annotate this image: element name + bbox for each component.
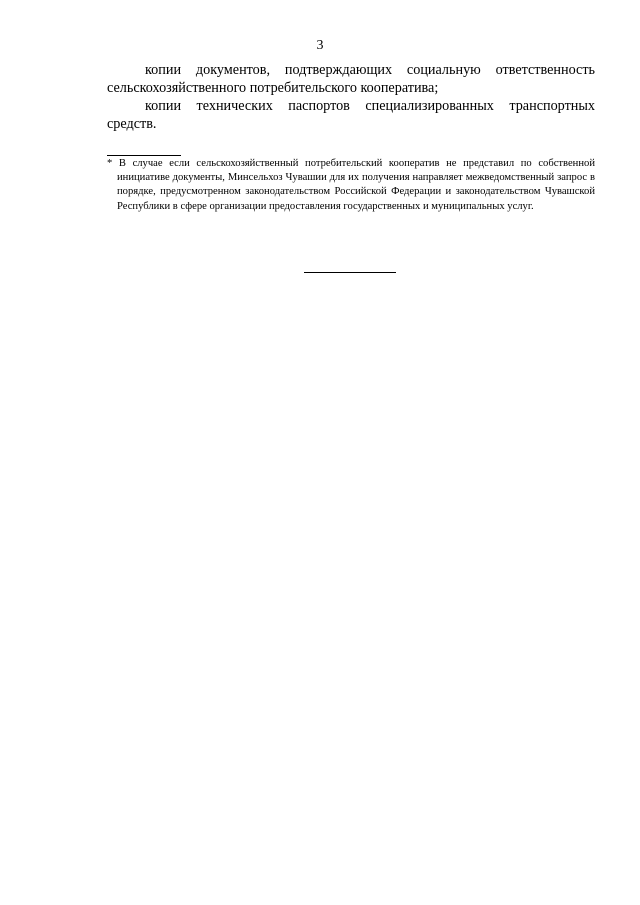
page-number: 3 <box>316 38 324 53</box>
end-of-document-rule <box>304 272 396 273</box>
paragraph-document-copies: копии документов, подтверждающих социальную ответственность сельскохозяйственного потребительского кооператива; <box>107 62 595 96</box>
body-text <box>107 61 595 133</box>
footnote-divider <box>107 155 181 156</box>
paragraph-technical-passports: копии технических паспортов специализированных транспортных средств. <box>107 98 595 132</box>
footnote: * В случае если сельскохозяйственный потребительский кооператив не представил по собственной инициативе документы, Минсельхоз Чувашии для их получения направляет межведомственный запрос в порядке, предусмотренном законодательством Российской Федерации и законодательством Чувашской Республики в сфере организации предоставления государственных и муниципальных услуг. <box>107 158 595 212</box>
